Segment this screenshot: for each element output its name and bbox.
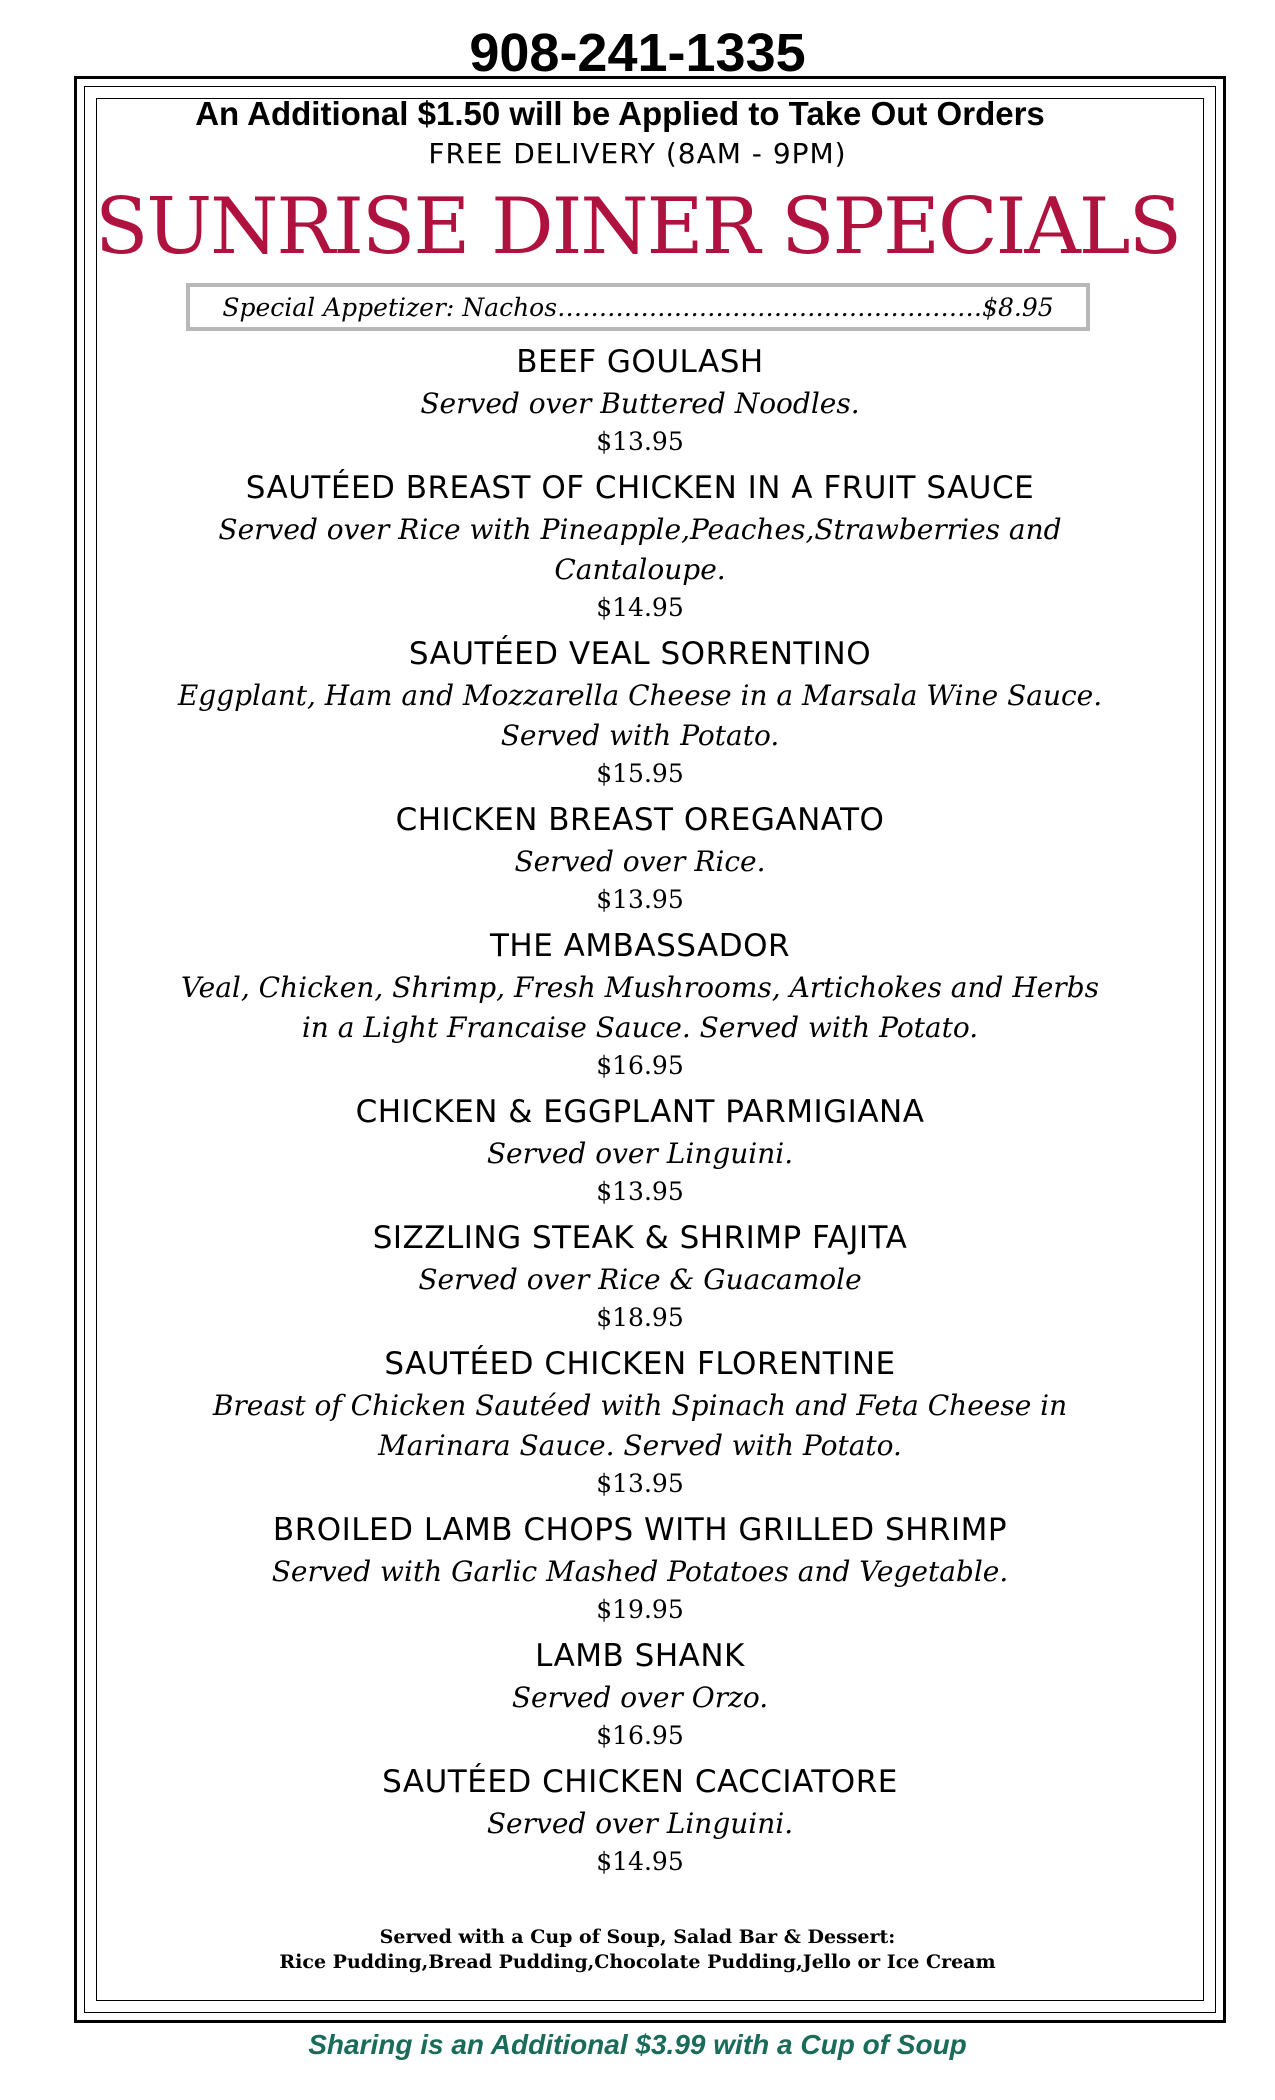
menu-item	[150, 466, 1130, 626]
menu-item-name: LAMB SHANK	[535, 1638, 745, 1674]
included-line-1: Served with a Cup of Soup, Salad Bar & Dessert:	[379, 1926, 896, 1948]
menu-item-description: Breast of Chicken Sautéed with Spinach and Feta Cheese in	[212, 1389, 1068, 1422]
menu-item-name: SAUTÉED CHICKEN FLORENTINE	[384, 1346, 896, 1382]
menu-item	[150, 1216, 1130, 1336]
menu-item-description: Cantaloupe.	[554, 553, 726, 586]
menu-item-name: SAUTÉED CHICKEN CACCIATORE	[382, 1764, 898, 1800]
menu-item-description: Served with Garlic Mashed Potatoes and Vegetable.	[271, 1555, 1009, 1588]
menu-item-name: SAUTÉED VEAL SORRENTINO	[408, 636, 872, 672]
sharing-notice: Sharing is an Additional $3.99 with a Cup of Soup	[308, 2029, 967, 2060]
menu-item	[150, 924, 1130, 1084]
appetizer-leader-dots: ……………………………………………	[557, 292, 983, 322]
menu-item-description: Served over Linguini.	[486, 1807, 794, 1840]
menu-item-name: CHICKEN BREAST OREGANATO	[395, 802, 885, 838]
menu-item-name: CHICKEN & EGGPLANT PARMIGIANA	[355, 1094, 925, 1130]
menu-item	[150, 798, 1130, 918]
menu-item-description: Marinara Sauce. Served with Potato.	[378, 1429, 902, 1462]
menu-item-price: $13.95	[596, 1469, 684, 1498]
menu-item-description: Served over Linguini.	[486, 1137, 794, 1170]
menu-item-name: SAUTÉED BREAST OF CHICKEN IN A FRUIT SAUCE	[245, 470, 1035, 506]
menu-item	[150, 1090, 1130, 1210]
menu-item-description: in a Light Francaise Sauce. Served with Potato.	[301, 1011, 979, 1044]
menu-item-name: BEEF GOULASH	[516, 344, 764, 380]
menu-item-name: THE AMBASSADOR	[489, 928, 791, 964]
takeout-notice: An Additional $1.50 will be Applied to Take Out Orders	[195, 95, 1045, 132]
menu-item-price: $14.95	[596, 593, 684, 622]
menu-item-description: Served over Orzo.	[511, 1681, 769, 1714]
menu-item-price: $16.95	[596, 1051, 684, 1080]
menu-item-description: Served over Rice with Pineapple,Peaches,Strawberries and	[218, 513, 1062, 546]
menu-item-description: Served with Potato.	[500, 719, 780, 752]
page-title: SUNRISE DINER SPECIALS	[94, 182, 1181, 272]
menu-item-description: Served over Buttered Noodles.	[420, 387, 860, 420]
menu-item-price: $14.95	[596, 1847, 684, 1876]
menu-item-price: $15.95	[596, 759, 684, 788]
menu-item	[150, 340, 1130, 460]
menu-item	[150, 1760, 1130, 1880]
menu-item-price: $13.95	[596, 427, 684, 456]
menu-item-price: $13.95	[596, 1177, 684, 1206]
menu-item-price: $16.95	[596, 1721, 684, 1750]
appetizer-label: Special Appetizer: Nachos	[222, 292, 558, 322]
menu-item-description: Served over Rice & Guacamole	[418, 1263, 862, 1296]
menu-item	[150, 1634, 1130, 1754]
menu-item	[150, 1508, 1130, 1628]
menu-item	[150, 1342, 1130, 1502]
menu-item-price: $18.95	[596, 1303, 684, 1332]
menu-item-price: $19.95	[596, 1595, 684, 1624]
menu-item-description: Eggplant, Ham and Mozzarella Cheese in a Marsala Wine Sauce.	[177, 679, 1103, 712]
menu-item-price: $13.95	[596, 885, 684, 914]
menu-item-description: Served over Rice.	[514, 845, 766, 878]
special-appetizer-box	[186, 283, 1090, 331]
specials-list	[150, 340, 1130, 1886]
appetizer-price: $8.95	[982, 292, 1054, 322]
menu-item	[150, 632, 1130, 792]
delivery-notice: FREE DELIVERY (8AM - 9PM)	[428, 137, 847, 170]
menu-item-name: SIZZLING STEAK & SHRIMP FAJITA	[372, 1220, 908, 1256]
included-line-2: Rice Pudding,Bread Pudding,Chocolate Pudding,Jello or Ice Cream	[279, 1951, 996, 1973]
phone-number: 908-241-1335	[469, 23, 806, 83]
included-sides-note	[0, 1925, 1275, 1975]
menu-item-name: BROILED LAMB CHOPS WITH GRILLED SHRIMP	[272, 1512, 1008, 1548]
menu-item-description: Veal, Chicken, Shrimp, Fresh Mushrooms, Artichokes and Herbs	[181, 971, 1099, 1004]
